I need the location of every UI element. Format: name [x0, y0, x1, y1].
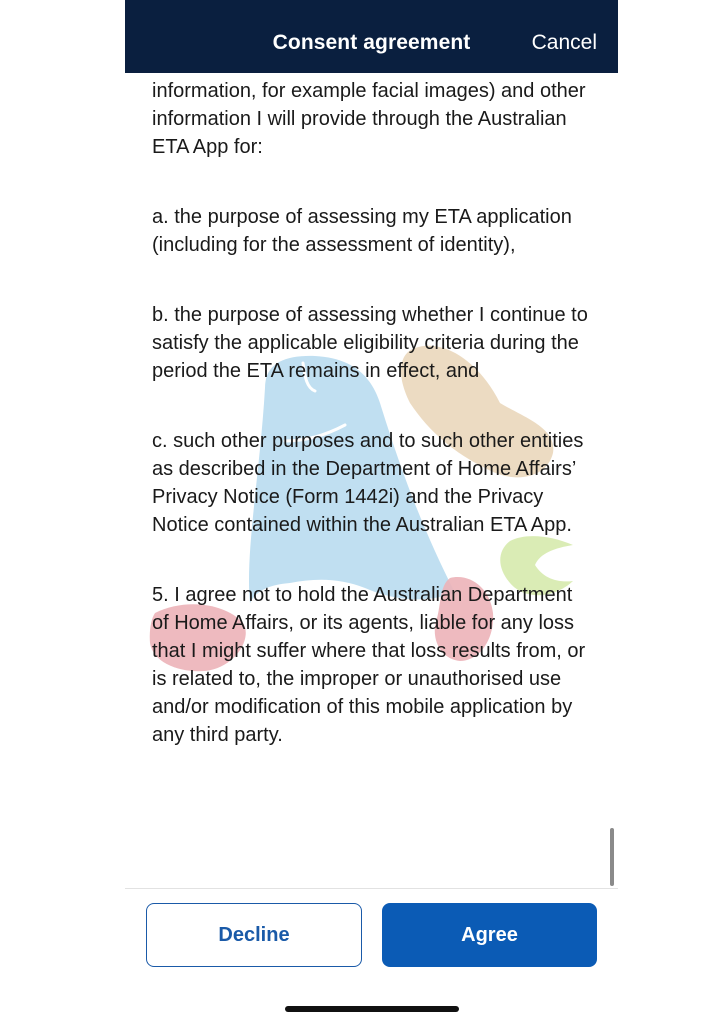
- navigation-bar: [125, 0, 618, 73]
- consent-text-scroll-area[interactable]: [125, 73, 618, 888]
- home-indicator[interactable]: [285, 1006, 459, 1012]
- footer-divider: [125, 888, 618, 889]
- consent-paragraph-a: a. the purpose of assessing my ETA application (including for the assessment of identity),: [152, 206, 572, 256]
- agree-button[interactable]: Agree: [382, 903, 597, 967]
- decline-button[interactable]: Decline: [146, 903, 362, 967]
- consent-paragraph-b: b. the purpose of assessing whether I continue to satisfy the applicable eligibility criteria during the period the ETA remains in effect, and: [152, 304, 588, 382]
- consent-paragraph-intro: information, for example facial images) and other information I will provide through the Australian ETA App for:: [152, 80, 586, 158]
- app-screen: [125, 0, 618, 1024]
- consent-paragraph-5: 5. I agree not to hold the Australian Department of Home Affairs, or its agents, liable for any loss that I might suffer where that loss results from, or is related to, the improper or unauthorised use and/or modification of this mobile application by any third party.: [152, 584, 586, 746]
- consent-text: [152, 77, 592, 791]
- consent-paragraph-c: c. such other purposes and to such other entities as described in the Department of Home Affairs’ Privacy Notice (Form 1442i) and the Privacy Notice contained within the Australian ETA App.: [152, 430, 584, 536]
- scrollbar-thumb[interactable]: [610, 828, 614, 886]
- page-title: Consent agreement: [272, 31, 471, 54]
- cancel-button[interactable]: Cancel: [531, 31, 597, 54]
